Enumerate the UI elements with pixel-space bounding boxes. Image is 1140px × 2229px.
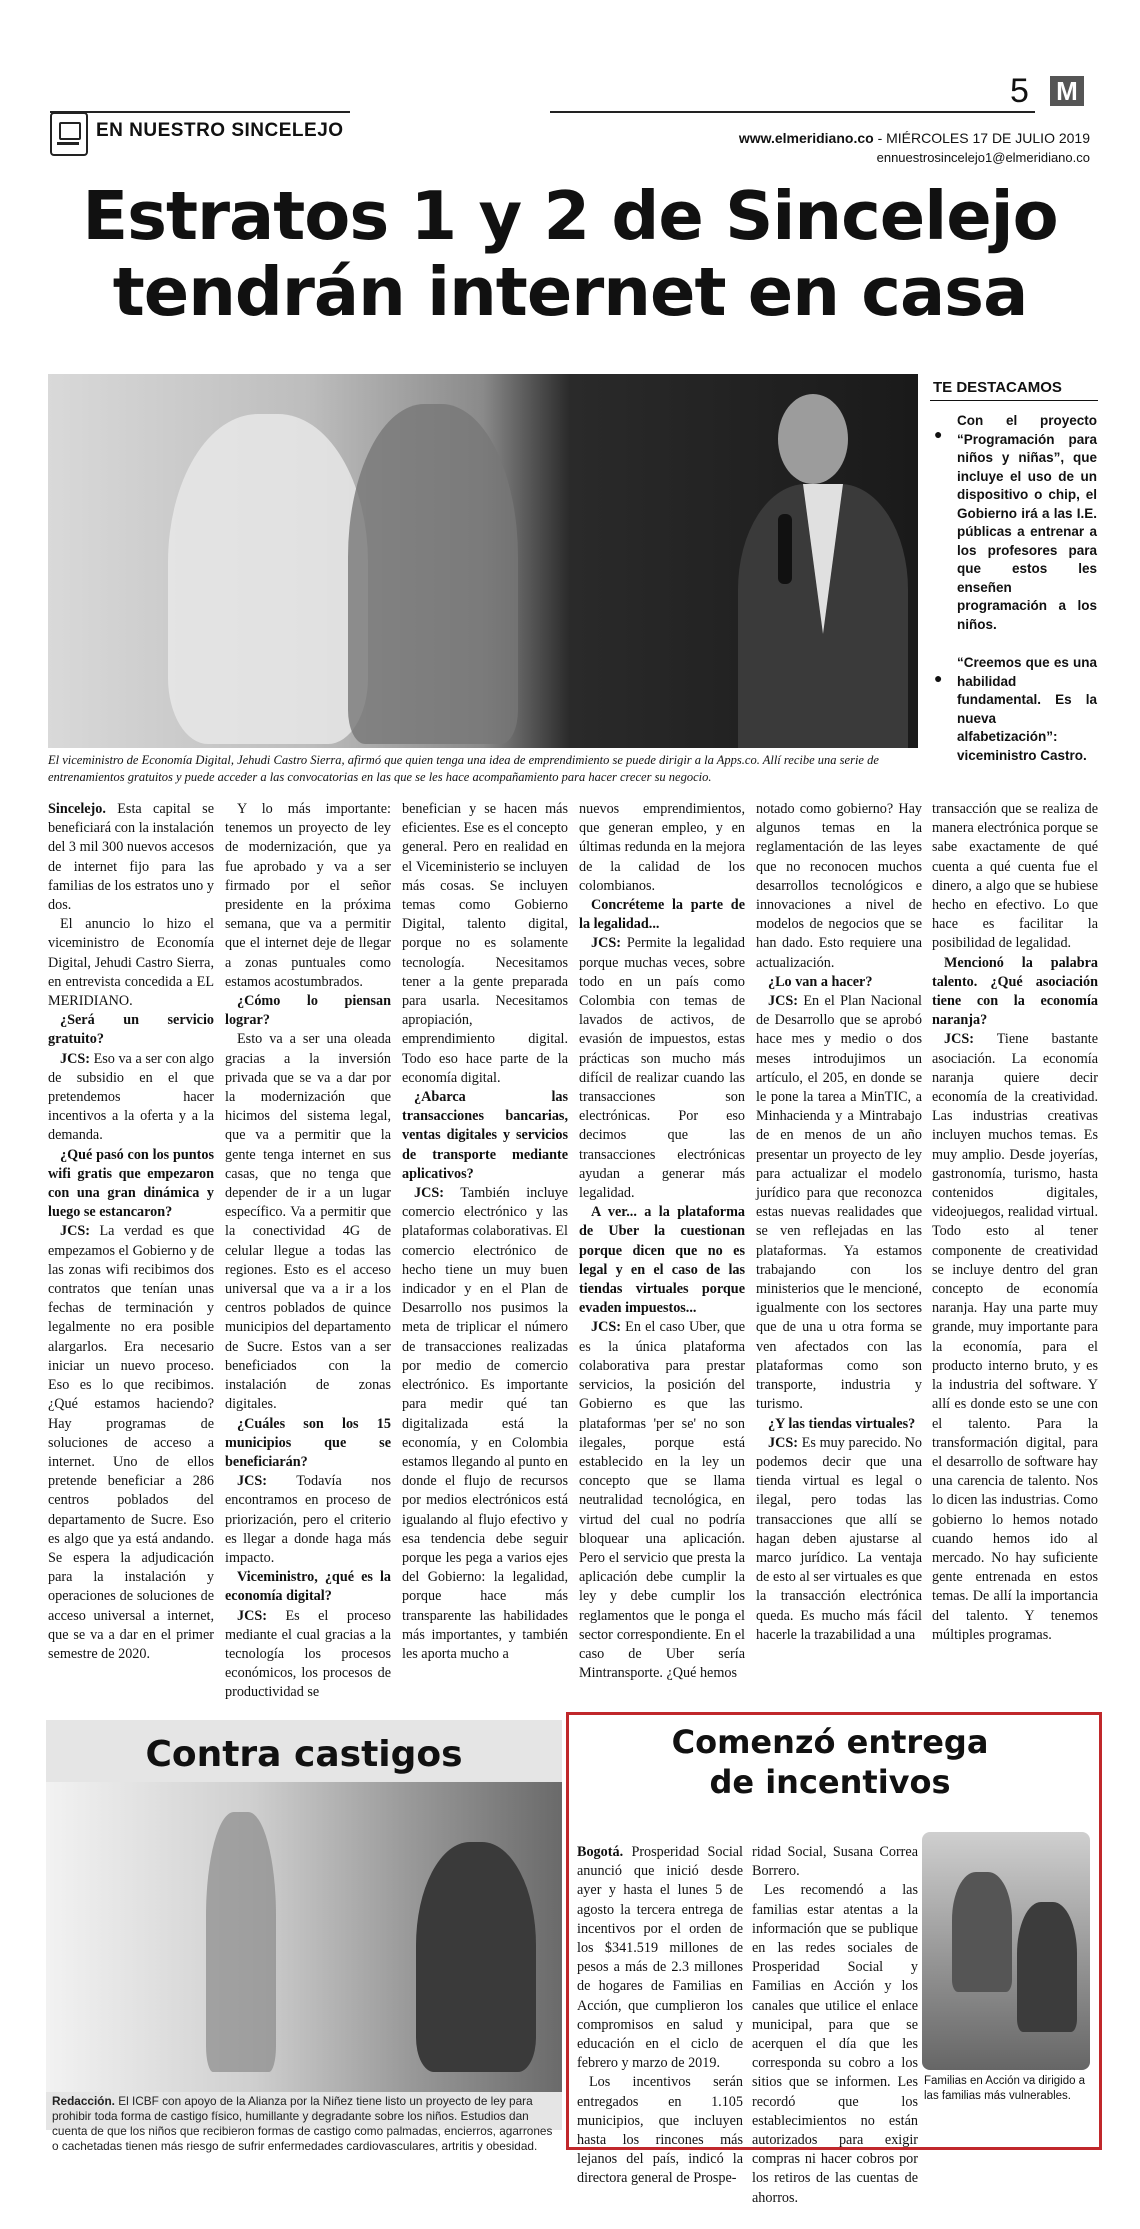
section-email[interactable]: ennuestrosincelejo1@elmeridiano.co: [876, 150, 1090, 165]
sidebar-item: Con el proyecto “Programación para niños y niñas”, que incluye el uso de un dispositivo o chip, el Gobierno irá a las I.E. públicas a entrenar a los profesores para que estos les enseñen programación a los niños.: [957, 413, 1097, 632]
bullet-icon: ●: [934, 428, 943, 443]
interview-question: A ver... a la plataforma de Uber la cuestionan porque dicen que no es legal y en el caso de las tiendas virtuales porque evaden impuestos...: [579, 1204, 745, 1317]
bullet-icon: ●: [934, 672, 943, 687]
incentivos-column: [577, 1843, 743, 2189]
paragraph: Los incentivos serán entregados en 1.105 municipios, que incluyen hasta los rincones más lejanos del país, indicó la directora general de Prospe-: [577, 2074, 743, 2187]
article-column: [402, 800, 568, 1664]
paragraph: JCS: En el Plan Nacional de Desarrollo que se aprobó hace mes y medio o dos meses introdujimos un artículo, el 205, en donde se le pone la tarea a MinTIC, a Minhacienda y a Mintrabajo de en menos de un año presentar un proyecto de ley para actualizar el modelo jurídico para que reconozca estas nuevas realidades que se ven reflejadas en las plataformas. Ya estamos trabajando con los ministerios que le mencioné, igualmente con los sectores que de una u otra forma se ven afectados con las plataformas como son transporte, industria y turismo.: [756, 993, 922, 1413]
headline-line-1: Estratos 1 y 2 de Sincelejo: [82, 177, 1058, 255]
paragraph: Sincelejo. Esta capital se beneficiará con la instalación del 3 mil 300 nuevos accesos de internet fijo para las familias de los estratos uno y dos.: [48, 801, 214, 914]
paragraph: JCS: Eso va a ser con algo de subsidio en el que pretendemos hacer incentivos a la oferta y a la demanda.: [48, 1050, 214, 1144]
paragraph: Les recomendó a las familias estar atentas a la información que se publique en las redes sociales de Prosperidad Social y Familias en Acción y los canales que utilice el enlace municipal, para que se acerquen el día que les corresponda su cobro a los sitios que se informen. Les recordó que los establecimientos no están autorizados para exigir compras ni hacer cobros por los retiros de las cuentas de ahorros.: [752, 1882, 918, 2206]
paragraph: JCS: En el caso Uber, que es la única plataforma colaborativa para prestar servicios, la posición del Gobierno es que las plataformas 'per se' no son ilegales, porque está establecido en la ley un concepto que se llama neutralidad tecnológica, en virtud del cual no podría bloquear una aplicación. Pero el servicio que presta la aplicación debe cumplir la ley y debe cumplir los reglamentos que le ponga el sector correspondiente. En el caso de Uber sería Mintransporte. ¿Qué hemos: [579, 1319, 745, 1682]
speaker-label: Bogotá.: [577, 1844, 624, 1860]
photo-man-silhouette: [348, 404, 518, 744]
article-column: [932, 800, 1098, 1645]
paragraph: JCS: Permite la legalidad porque muchas veces, sobre todo en un país como Colombia con temas de lavados de activos, de evasión de impuestos, estas prácticas son mucho más difícil de realizar cuando las transacciones son electrónicas. Por eso decimos que las transacciones electrónicas ayudan a generar más legalidad.: [579, 935, 745, 1202]
speaker-label: JCS:: [60, 1050, 90, 1067]
speaker-label: JCS:: [237, 1607, 267, 1624]
paragraph: notado como gobierno? Hay algunos temas en la reglamentación de las leyes que no reconocen muchos desarrollos tecnológicos e innovaciones a nivel de modelos de negocios que se han dado. Esto requiere una actualización.: [756, 801, 922, 971]
paragraph: JCS: Es muy parecido. No podemos decir que una tienda virtual es legal o ilegal, pero todas las transacciones que allí se hagan deben ajustarse al marco jurídico. La ventaja de esto al ser virtuales es que la transacción electrónica queda. Es mucho más fácil hacerle la trazabilidad a una: [756, 1434, 922, 1643]
contra-castigos-photo: [46, 1782, 562, 2092]
speaker-label: JCS:: [944, 1031, 974, 1048]
interview-question: ¿Cuáles son los 15 municipios que se beneficiarán?: [225, 1415, 391, 1470]
paragraph: ridad Social, Susana Correa Borrero.: [752, 1844, 918, 1880]
main-photo: [48, 374, 918, 748]
speaker-label: JCS:: [591, 1319, 621, 1336]
sidebar-item: “Creemos que es una habilidad fundamental. Es la nueva alfabetización”: viceministro Castro.: [957, 655, 1097, 763]
dateline: [690, 130, 1090, 146]
paragraph: JCS: Es el proceso mediante el cual gracias a la tecnología los procesos económicos, los procesos de productividad se: [225, 1607, 391, 1701]
interview-question: Mencionó la palabra talento. ¿Qué asociación tiene con la economía naranja?: [932, 954, 1098, 1029]
contra-castigos-text: Redacción. El ICBF con apoyo de la Alianza por la Niñez tiene listo un proyecto de ley para prohibir toda forma de castigo físico, humillante y degradante sobre los niños. Estudios dan cuenta de que los niños que recibieron formas de castigo como palmadas, encierros, agarrones o cachetadas tienen más riesgo de sufrir enfermedades cardiovasculares, artritis y obesidad.: [52, 2094, 553, 2153]
speaker-label: JCS:: [768, 1434, 798, 1451]
paragraph: Esto va a ser una oleada gracias a la inversión privada que se va a dar por la modernización que hicimos del sistema legal, que va a permitir que la gente tenga internet en sus casas, que no tenga que depender de ir a un lugar específico. Va a permitir que la conectividad 4G de celular llegue a todas las regiones. Esto es el acceso universal que va a ir a los centros poblados de quince municipios del departamento de Sucre. Estos van a ser beneficiados con la instalación de zonas digitales.: [225, 1031, 391, 1413]
interview-question: ¿Qué pasó con los puntos wifi gratis que empezaron con una gran dinámica y luego se estancaron?: [48, 1146, 214, 1221]
interview-question: ¿Y las tiendas virtuales?: [768, 1415, 916, 1432]
incentivos-photo-caption: Familias en Acción va dirigido a las familias más vulnerables.: [924, 2075, 1086, 2102]
newspaper-logo: M: [1050, 76, 1084, 106]
speaker-label: JCS:: [60, 1223, 90, 1240]
photo-woman-silhouette: [168, 414, 368, 744]
site-url[interactable]: www.elmeridiano.co: [738, 130, 874, 146]
article-column: [225, 800, 391, 1703]
interview-question: ¿Abarca las transacciones bancarias, ventas digitales y servicios de transporte mediante aplicativos?: [402, 1089, 568, 1182]
paragraph: Bogotá. Prosperidad Social anunció que inició desde ayer y hasta el lunes 5 de agosto la tercera entrega de incentivos por el orden de los $341.519 millones de pesos a más de 2.3 millones de hogares de Familias en Acción, que cumplieron los compromisos en salud y educación en el ciclo de febrero y marzo de 2019.: [577, 1844, 743, 2072]
article-column: [756, 800, 922, 1645]
interview-question: ¿Cómo lo piensan lograr?: [225, 993, 391, 1029]
interview-question: ¿Será un servicio gratuito?: [48, 1012, 214, 1048]
incentivos-photo: [922, 1832, 1090, 2070]
section-icon: [50, 112, 88, 156]
paragraph: nuevos emprendimientos, que generan empleo, y en últimas redunda en la mejora de la calidad de los colombianos.: [579, 801, 745, 894]
photo-caption: El viceministro de Economía Digital, Jehudi Castro Sierra, afirmó que quien tenga una idea de emprendimiento se puede dirigir a la Apps.co. Allí recibe una serie de entrenamientos gratuitos y puede acceder a las convocatorias en las que se les hace acompañamiento para hacer crecer su negocio.: [48, 753, 879, 784]
article-column: [48, 800, 214, 1664]
header-rule: [550, 111, 1035, 113]
photo-person: [952, 1872, 1012, 1992]
paragraph: El anuncio lo hizo el viceministro de Economía Digital, Jehudi Castro Sierra, en entrevista concedida a EL MERIDIANO.: [48, 916, 214, 1010]
sidebar-title: TE DESTACAMOS: [933, 379, 1062, 396]
speaker-label: JCS:: [237, 1473, 267, 1490]
photo-person: [1017, 1902, 1077, 2032]
speaker-label: JCS:: [414, 1185, 444, 1202]
speaker-head: [778, 394, 848, 484]
page-number: 5: [1010, 72, 1029, 110]
sidebar-rule: [930, 400, 1098, 401]
contra-castigos-title: Contra castigos: [145, 1734, 463, 1775]
speaker-label: JCS:: [768, 993, 798, 1010]
section-label: EN NUESTRO SINCELEJO: [96, 120, 344, 141]
photo-speaker: [728, 374, 918, 748]
headline-line-2: tendrán internet en casa: [112, 253, 1028, 331]
paragraph: JCS: También incluye comercio electrónico y las plataformas colaborativas. El comercio electrónico de hecho tiene un muy buen indicador y en el Plan de Desarrollo nos pusimos la meta de triplicar el número de transacciones realizadas por medio de comercio electrónico. Es importante para medir qué tan digitalizada está la economía, y en Colombia estamos llegando al punto en donde el flujo de recursos por medios electrónicos está igualando al flujo efectivo y esa tendencia debe seguir porque les pega a varios ejes del Gobierno: la legalidad, porque hace más transparente las habilidades más importantes, y también les aporta mucho a: [402, 1185, 568, 1662]
child-figure: [416, 1842, 536, 2072]
paragraph: JCS: Todavía nos encontramos en proceso de priorización, pero el criterio es llegar a donde haga más impacto.: [225, 1473, 391, 1566]
paragraph: transacción que se realiza de manera electrónica porque se sabe exactamente de qué cuenta a qué cuenta fue el dinero, a algo que se hubiese hecho en efectivo. Lo que hace es facilitar la posibilidad de legalidad.: [932, 801, 1098, 952]
interview-question: Concréteme la parte de la legalidad...: [579, 897, 745, 933]
microphone-icon: [778, 514, 792, 584]
incentivos-column: [752, 1843, 918, 2208]
speaker-label: Sincelejo.: [48, 801, 106, 817]
article-column: [579, 800, 745, 1683]
page-title: [30, 178, 1110, 330]
issue-date: - MIÉRCOLES 17 DE JULIO 2019: [873, 130, 1090, 146]
paragraph: Y lo más importante: tenemos un proyecto de ley de modernización, que ya fue aprobado y va a ser firmado por el señor presidente en la próxima semana, que va a permitir que el internet deje de llegar a zonas puntuales como estamos acostumbrados.: [225, 801, 391, 990]
paragraph: benefician y se hacen más eficientes. Ese es el concepto general. Pero en realidad en el Viceministerio se incluyen más cosas. Se incluyen temas como Gobierno Digital, talento digital, porque no es solamente tecnología. Necesitamos tener a la gente preparada para usarla. Necesitamos apropiación, emprendimiento digital. Todo eso hace parte de la economía digital.: [402, 801, 568, 1086]
interview-question: ¿Lo van a hacer?: [768, 973, 873, 990]
dateline-lead: Redacción.: [52, 2094, 115, 2108]
paragraph: JCS: Tiene bastante asociación. La economía naranja quiere decir economía de la creatividad. Las industrias creativas incluyen muchos temas. Es muy amplio. Desde joyerías, gastronomía, turismo, hasta contenidos digitales, videojuegos, realidad virtual. Todo esto al tener componente de creatividad se incluye dentro del gran concepto de economía naranja. Hay una parte muy grande, muy importante para la economía, para el producto interno bruto, y es la industria del software. Y allí es donde esto se une con el talento. Para la transformación digital, para el desarrollo de software hay una carencia de talento. Nos lo dicen las industrias. Como gobierno lo hemos notado cuando hemos ido al mercado. No hay suficiente gente entrenada en estos temas. De allí la importancia del talento. Y tenemos múltiples programas.: [932, 1031, 1098, 1643]
shadow-figure: [206, 1812, 276, 2072]
incentivos-title: Comenzó entrega de incentivos: [671, 1723, 989, 1801]
speaker-label: JCS:: [591, 935, 621, 952]
paragraph: JCS: La verdad es que empezamos el Gobierno y de las zonas wifi recibimos dos contratos que tenían unas fechas de terminación y legalmente no era posible alargarlos. Era necesario iniciar un nuevo proceso. Eso es lo que recibimos. ¿Qué estamos haciendo? Hay programas de soluciones de acceso a internet. Uno de ellos pretende beneficiar a 286 centros poblados del departamento de Sucre. Eso es algo que ya está andando. Se espera la adjudicación para la instalación y operaciones de soluciones de acceso universal a internet, que se va a dar en el primer semestre de 2020.: [48, 1223, 214, 1662]
interview-question: Viceministro, ¿qué es la economía digital?: [225, 1569, 391, 1605]
section-rule: [50, 111, 350, 113]
